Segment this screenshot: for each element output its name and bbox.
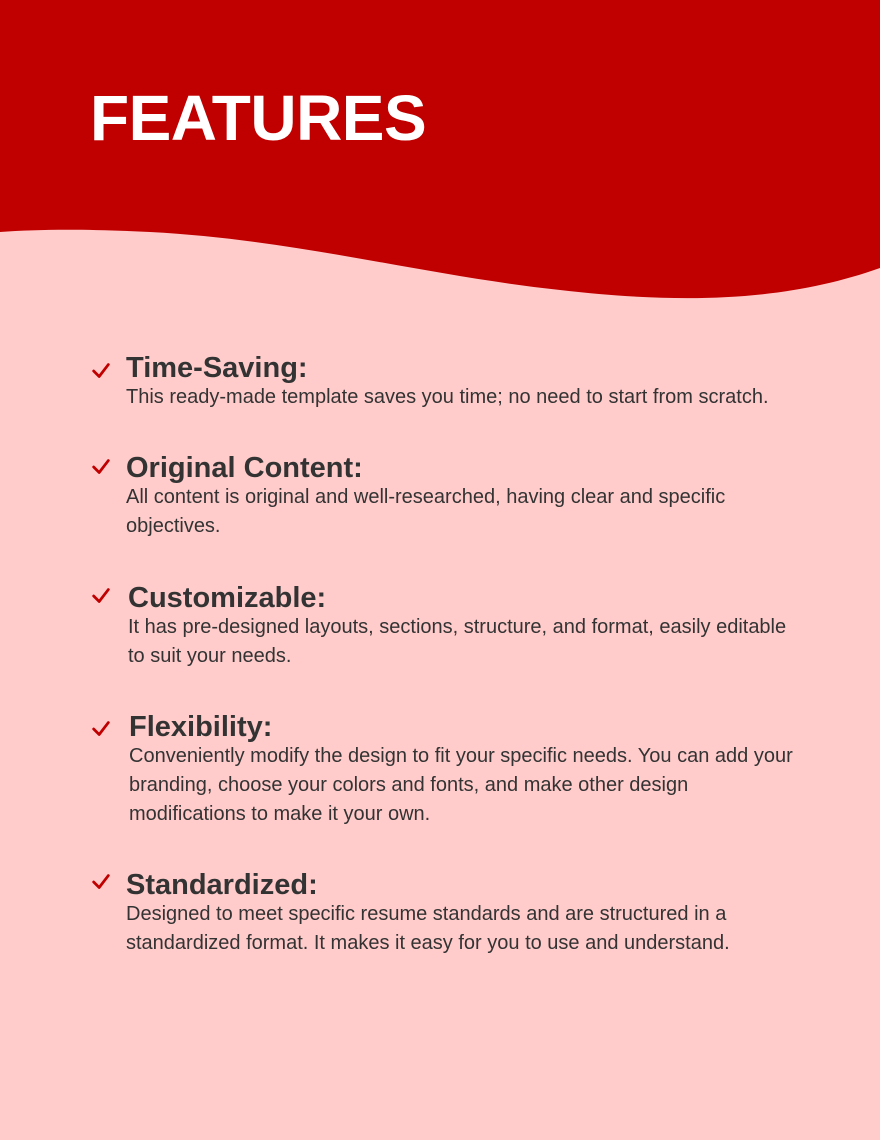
feature-description: It has pre-designed layouts, sections, structure, and format, easily editable to suit your needs. — [128, 616, 787, 667]
feature-title: Flexibility: — [129, 711, 273, 743]
feature-description: Designed to meet specific resume standards and are structured in a standardized format. It makes it easy for you to use and understand. — [126, 903, 730, 954]
page-title: FEATURES — [90, 82, 427, 154]
check-icon-mark — [94, 365, 109, 377]
feature-title: Customizable: — [128, 582, 327, 614]
feature-description: All content is original and well-researched, having clear and specific objectives. — [126, 486, 726, 537]
check-icon — [90, 585, 112, 607]
check-icon-mark — [94, 723, 109, 735]
feature-standardized — [90, 868, 810, 968]
check-icon-mark — [94, 461, 109, 473]
check-icon-mark — [94, 876, 109, 888]
feature-title: Time-Saving: — [126, 352, 308, 384]
feature-customizable — [90, 581, 810, 681]
feature-title: Original Content: — [126, 452, 363, 484]
check-icon — [90, 718, 112, 740]
feature-flexibility — [90, 710, 810, 840]
header-wave-shape — [0, 0, 880, 310]
feature-original-content — [90, 451, 810, 551]
feature-time-saving — [90, 351, 810, 421]
check-icon — [90, 871, 112, 893]
check-icon-mark — [94, 590, 109, 602]
feature-title: Standardized: — [126, 869, 318, 901]
check-icon — [90, 456, 112, 478]
feature-description: This ready-made template saves you time; no need to start from scratch. — [126, 386, 769, 408]
feature-description: Conveniently modify the design to fit your specific needs. You can add your branding, choose your colors and fonts, and make other design modifications to make it your own. — [129, 745, 793, 825]
check-icon — [90, 360, 112, 382]
